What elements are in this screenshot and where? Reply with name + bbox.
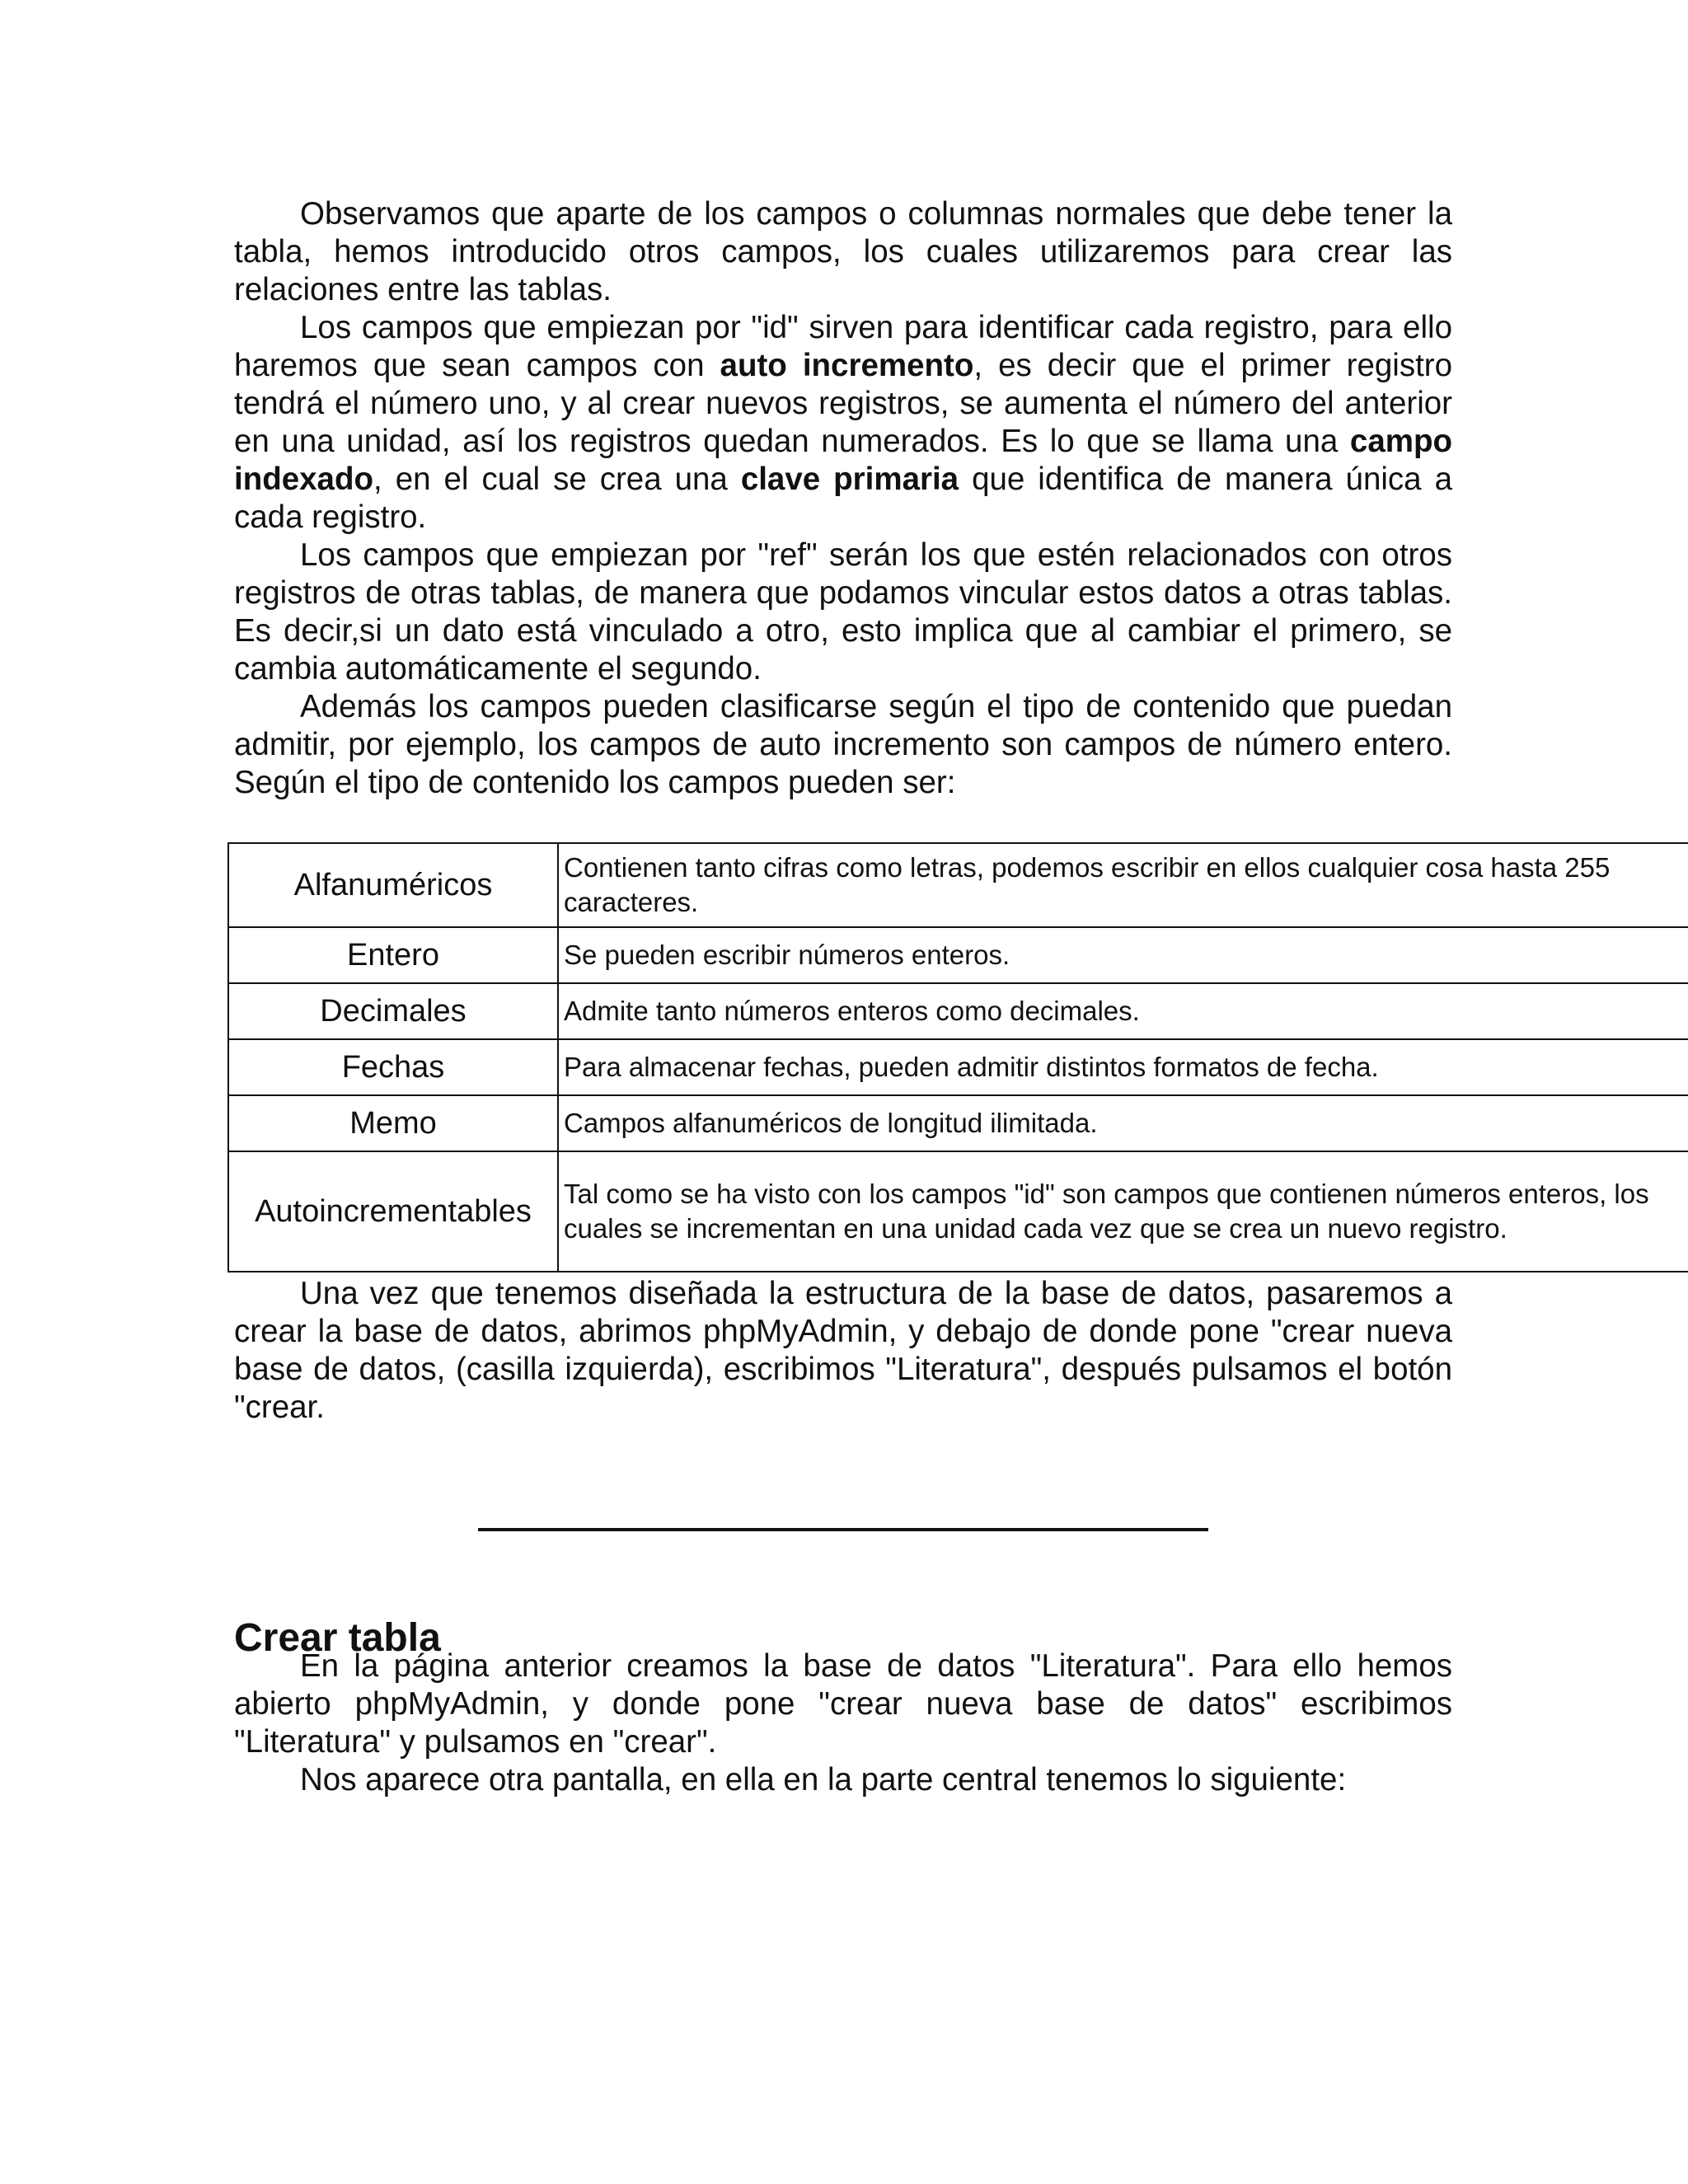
field-type-description: Tal como se ha visto con los campos "id" son campos que contienen números enteros, los cuales se incrementan en una unidad cada vez que se crea un nuevo registro. [558, 1151, 1688, 1272]
field-type-description: Contienen tanto cifras como letras, podemos escribir en ellos cualquier cosa hasta 255 caracteres. [558, 843, 1688, 927]
text-run: , en el cual se crea una [373, 462, 741, 497]
bold-term-auto-incremento: auto incremento [720, 348, 974, 383]
paragraph-create-database: Una vez que tenemos diseñada la estructura de la base de datos, pasaremos a crear la base de datos, abrimos phpMyAdmin, y debajo de donde pone "crear nueva base de datos, (casilla izquierda), escribimos "Literatura", después pulsamos el botón "crear. [234, 1276, 1452, 1425]
field-type-term: Alfanuméricos [228, 843, 558, 927]
field-type-term: Fechas [228, 1039, 558, 1095]
field-type-description: Se pueden escribir números enteros. [558, 927, 1688, 983]
text-run: , es decir que el primer registro tendrá el número uno, y al crear nuevos registros, se aumenta el número del anterior en una unidad, así los registros quedan numerados. Es lo que se llama una [234, 348, 1453, 459]
table-row [228, 927, 1688, 983]
create-table-section [234, 1647, 1452, 1799]
paragraph-fields-intro: Observamos que aparte de los campos o columnas normales que debe tener la tabla, hemos introducido otros campos, los cuales utilizaremos para crear las relaciones entre las tablas. [234, 196, 1452, 307]
field-type-description: Para almacenar fechas, pueden admitir distintos formatos de fecha. [558, 1039, 1688, 1095]
table-row [228, 843, 1688, 927]
field-types-table [227, 842, 1688, 1272]
section-heading: Crear tabla [234, 1616, 441, 1660]
paragraph-next-screen: Nos aparece otra pantalla, en ella en la parte central tenemos lo siguiente: [300, 1762, 1347, 1797]
paragraph-previous-page: En la página anterior creamos la base de datos "Literatura". Para ello hemos abierto phpMyAdmin, y donde pone "crear nueva base de datos" escribimos "Literatura" y pulsamos en "crear". [234, 1648, 1452, 1760]
paragraph-id-fields [234, 309, 1452, 537]
table-row [228, 1151, 1688, 1272]
table-row [228, 1039, 1688, 1095]
text-run: que identifica de manera única a cada registro. [234, 462, 1452, 535]
paragraph-ref-fields: Los campos que empiezan por "ref" serán los que estén relacionados con otros registros de otras tablas, de manera que podamos vincular estos datos a otras tablas. Es decir,si un dato está vinculado a otro, esto implica que al cambiar el primero, se cambia automáticamente el segundo. [234, 537, 1452, 687]
paragraph-field-classification: Además los campos pueden clasificarse según el tipo de contenido que puedan admitir, por ejemplo, los campos de auto incremento son campos de número entero. Según el tipo de contenido los campos pueden ser: [234, 689, 1452, 800]
bold-term-clave-primaria: clave primaria [740, 462, 959, 497]
bold-term-campo-indexado: campo indexado [234, 424, 1452, 497]
after-table-section [234, 1275, 1452, 1427]
field-type-term: Entero [228, 927, 558, 983]
field-type-description: Admite tanto números enteros como decimales. [558, 983, 1688, 1039]
field-type-term: Memo [228, 1095, 558, 1151]
field-type-term: Decimales [228, 983, 558, 1039]
section-separator [478, 1528, 1208, 1531]
field-type-term: Autoincrementables [228, 1151, 558, 1272]
table-row [228, 983, 1688, 1039]
intro-section [234, 195, 1452, 802]
field-type-description: Campos alfanuméricos de longitud ilimitada. [558, 1095, 1688, 1151]
text-run: Los campos que empiezan por "id" sirven para identificar cada registro, para ello haremos que sean campos con [234, 310, 1452, 383]
table-row [228, 1095, 1688, 1151]
